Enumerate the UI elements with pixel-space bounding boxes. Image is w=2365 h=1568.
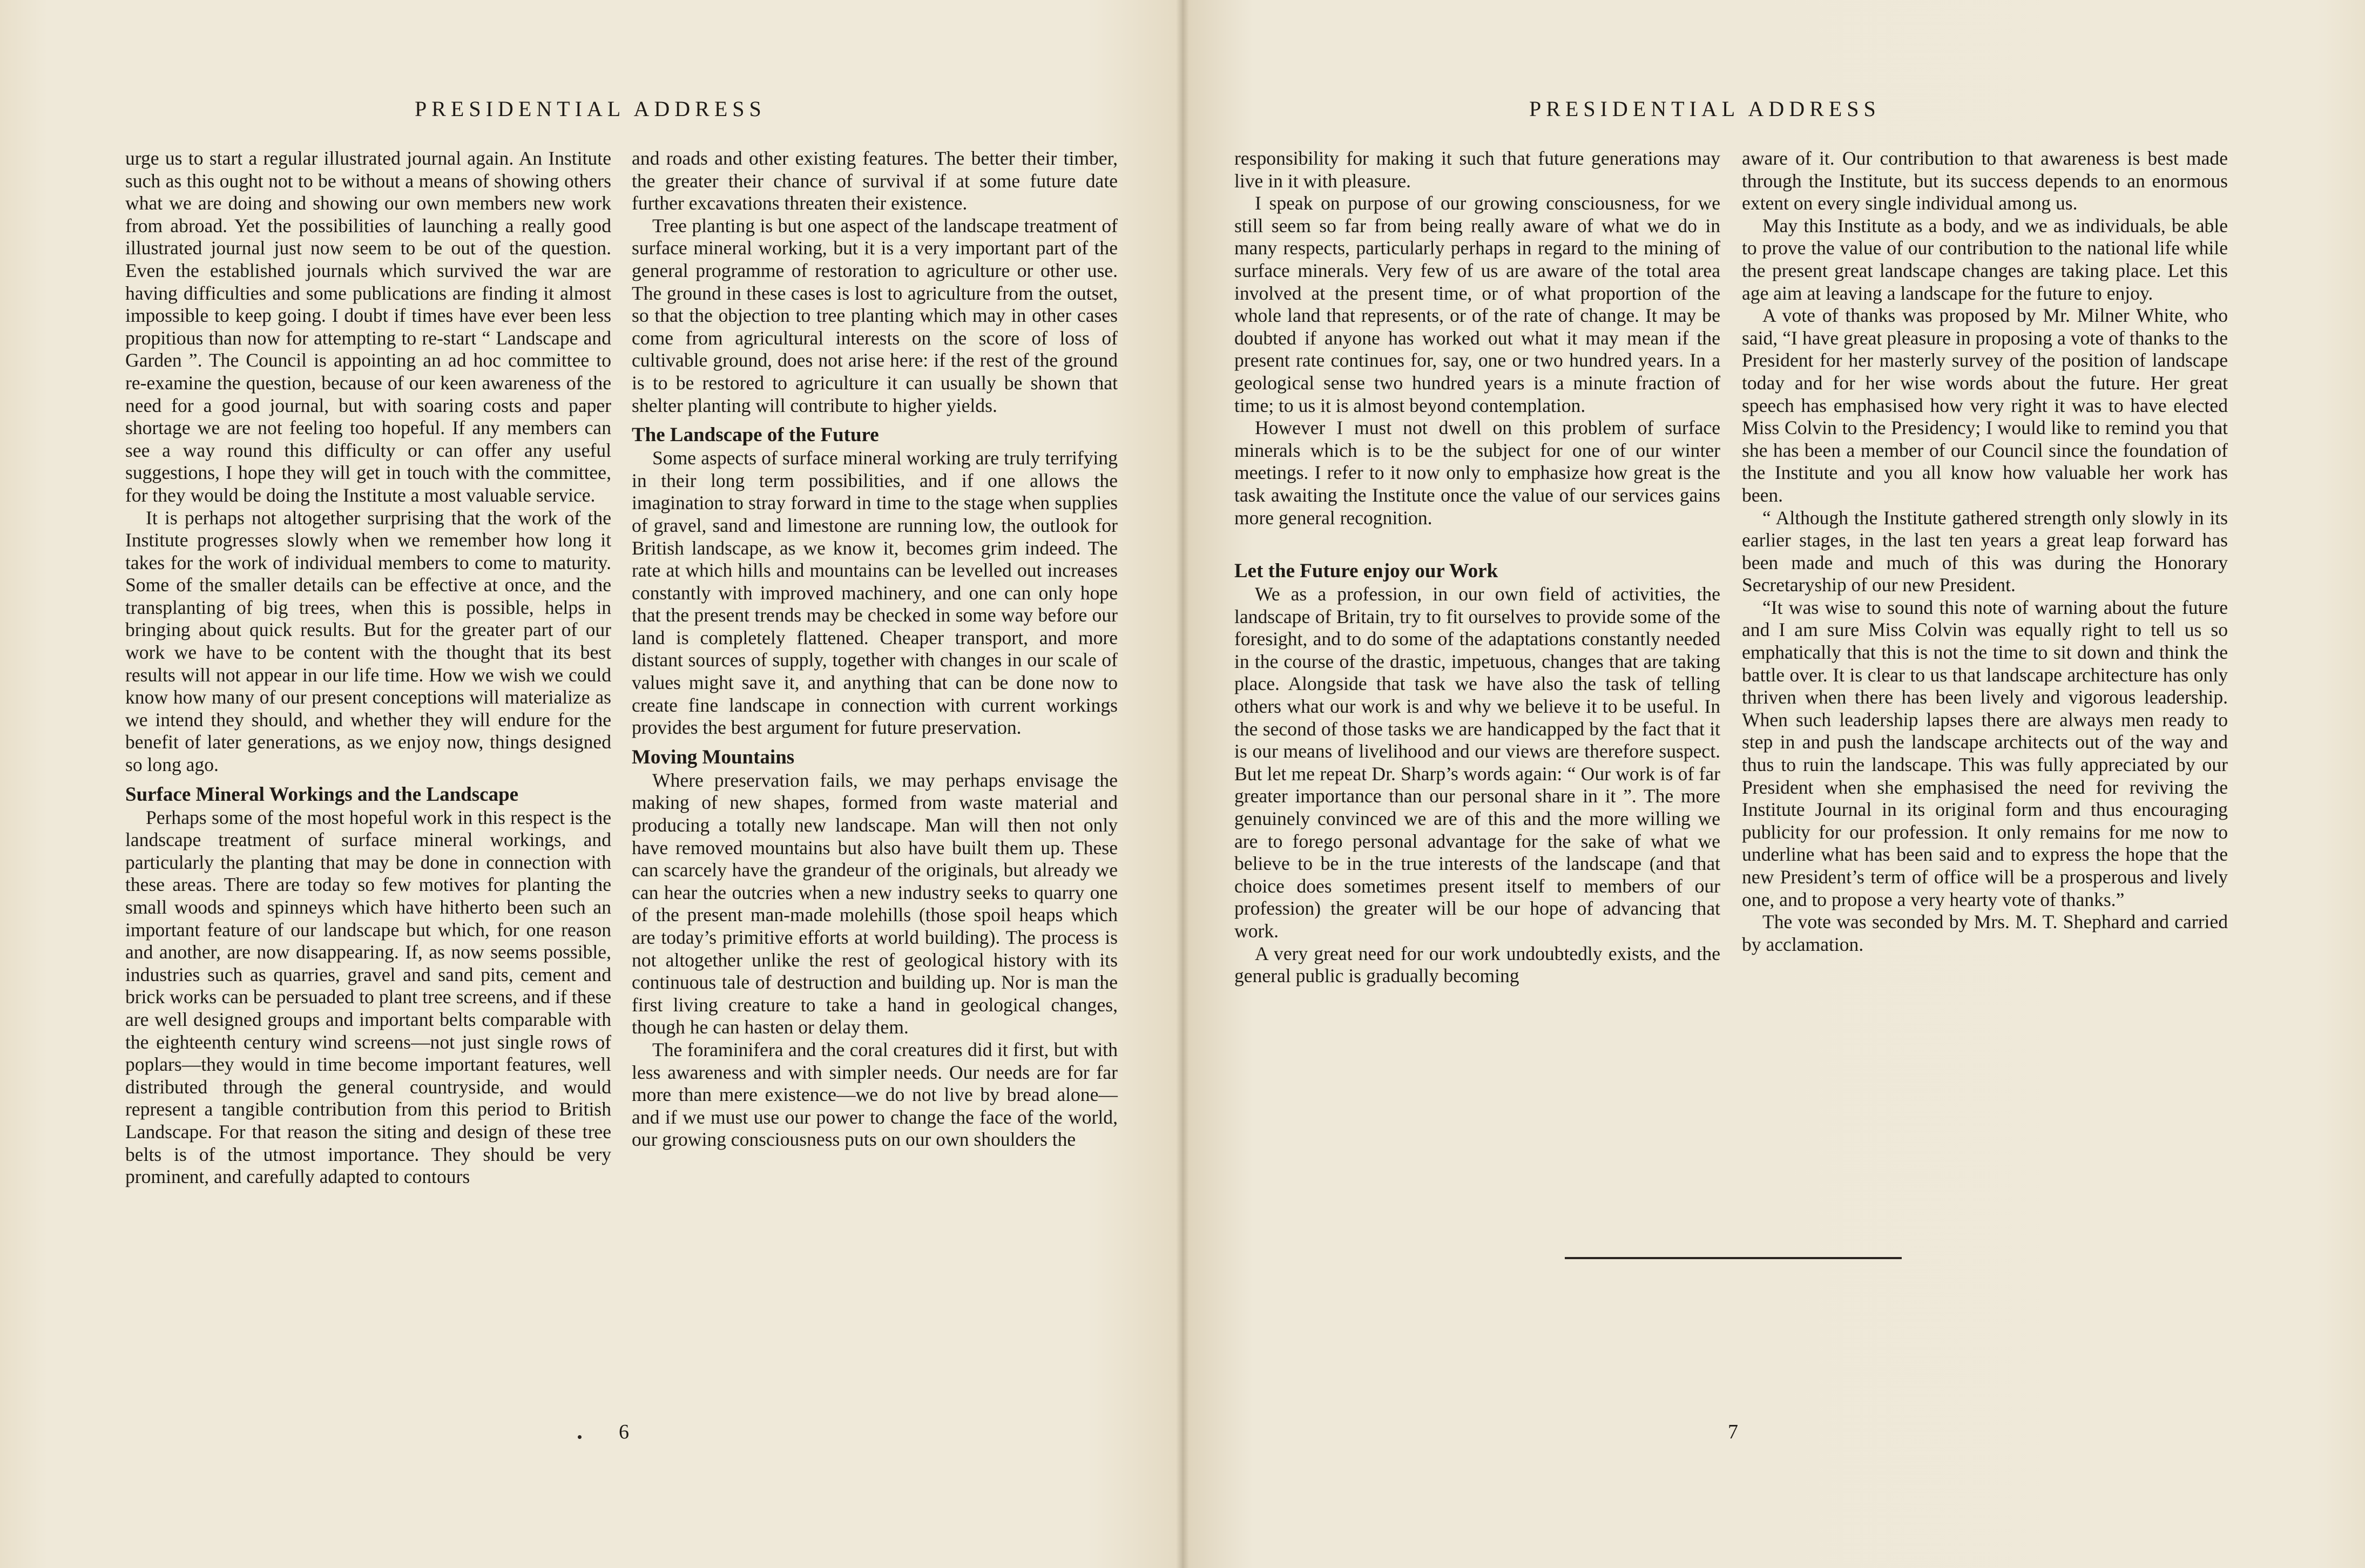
- page-number-dot: [578, 1435, 582, 1439]
- paragraph: Tree planting is but one aspect of the landscape treatment of surface mineral working, but it is a very important part of the general programme of restoration to agriculture or other use. The ground in these cases is lost to agriculture from the outset, so that the objection to tree planting which may in other cases come from agricultural interests on the score of loss of cultivable ground, does not arise here: if the rest of the ground is to be restored to agriculture it can usually be shown that shelter planting will contribute to higher yields.: [632, 214, 1118, 416]
- paragraph: A very great need for our work undoubtedly exists, and the general public is gradually becoming: [1234, 942, 1720, 987]
- book-gutter: [1176, 0, 1189, 1568]
- paragraph: urge us to start a regular illustrated journal again. An Institute such as this ought not to be without a means of showing others what we are doing and showing our own members new work from abroad. Yet the possibilities of launching a really good illustrated journal just now seem to be out of the question. Even the established journals which survived the war are having difficulties and some publications are finding it almost impossible to keep going. I doubt if times have ever been less propitious than now for attempting to re-start “ Landscape and Garden ”. The Council is appointing an ad hoc committee to re-examine the question, because of our keen awareness of the need for a good journal, but with soaring costs and paper shortage we are not feeling too hopeful. If any members can see a way round this difficulty or can offer any useful suggestions, I hope they will get in touch with the committee, for they would be doing the Institute a most valuable service.: [125, 147, 611, 506]
- paragraph: The vote was seconded by Mrs. M. T. Shephard and carried by acclamation.: [1742, 911, 2228, 955]
- section-heading: The Landscape of the Future: [632, 424, 879, 447]
- spacer: [1234, 529, 1720, 553]
- section-heading: Let the Future enjoy our Work: [1234, 560, 1498, 583]
- paragraph: Where preservation fails, we may perhaps envisage the making of new shapes, formed from waste material and producing a totally new landscape. Man will then not only have removed mountains but also have built them up. These can scarcely have the grandeur of the originals, but already we can hear the outcries when a new industry seeks to quarry one of the present man-made molehills (those spoil heaps which are today’s primitive efforts at world building). The process is not altogether unlike the rest of geological history with its continuous tale of destruction and building up. Nor is man the first living creature to take a hand in geological changes, though he can hasten or delay them.: [632, 769, 1118, 1038]
- paragraph: We as a profession, in our own field of activities, the landscape of Britain, try to fit ourselves to provide some of the foresight, and to do some of the adaptations constantly needed in the course of the drastic, impetuous, changes that are taking place. Alongside that task we have also the task of telling others what our work is and why we believe it to be useful. In the second of those tasks we are handicapped by the fact that it is our means of livelihood and our views are therefore suspect. But let me repeat Dr. Sharp’s words again: “ Our work is of far greater importance than our personal share in it ”. The more genuinely convinced we are of this and the more willing we are to forego personal advantage for the sake of what we believe to be in the true interests of the landscape (and that choice does sometimes present itself to members of our profession) the greater will be our hope of advancing that work.: [1234, 583, 1720, 942]
- right-column-1: [1234, 147, 1720, 988]
- paragraph: Some aspects of surface mineral working are truly terrifying in their long term possibilities, and if one allows the imagination to stray forward in time to the stage when supplies of gravel, sand and limestone are running low, the outlook for British landscape, as we know it, becomes grim indeed. The rate at which hills and mountains can be levelled out increases constantly with improved machinery, and one can only hope that the present trends may be checked in some way before our land is completely flattened. Cheaper transport, and more distant sources of supply, together with changes in our scale of values might save it, and anything that can be done now to create fine landscape in connection with current workings provides the best argument for future preservation.: [632, 447, 1118, 739]
- paragraph: responsibility for making it such that future generations may live in it with pleasure.: [1234, 147, 1720, 192]
- right-column-2: [1742, 147, 2228, 956]
- paragraph: Perhaps some of the most hopeful work in this respect is the landscape treatment of surface mineral workings, and particularly the planting that may be done in connection with these areas. There are today so few motives for planting the small woods and spinneys which have hitherto been such an important feature of our landscape but which, for one reason and another, are now disappearing. If, as now seems possible, industries such as quarries, gravel and sand pits, cement and brick works can be persuaded to plant tree screens, and if these are well designed groups and important belts comparable with the eighteenth century wind screens—not just single rows of poplars—they would in time become important features, well distributed through the general countryside, and would represent a tangible contribution from this period to British Landscape. For that reason the siting and design of these tree belts is of the utmost importance. They should be very prominent, and carefully adapted to contours: [125, 806, 611, 1188]
- paragraph: A vote of thanks was proposed by Mr. Milner White, who said, “I have great pleasure in proposing a vote of thanks to the President for her masterly survey of the position of landscape today and for her wise words about the future. Her great speech has emphasised how very right it was to have elected Miss Colvin to the Presidency; I would like to remind you that she has been a member of our Council since the foundation of the Institute and you all know how valuable her work has been.: [1742, 305, 2228, 506]
- page-number: 6: [619, 1421, 629, 1443]
- paragraph: It is perhaps not altogether surprising that the work of the Institute progresses slowly when we remember how long it takes for the work of individual members to come to maturity. Some of the smaller details can be effective at once, and the transplanting of big trees, when this is possible, helps in bringing about quick results. But for the greater part of our work we have to be content with the thought that its best results will not appear in our life time. How we wish we could know how many of our present conceptions will materialize as we intend they should, and whether they will endure for the benefit of later generations, as we enjoy now, things designed so long ago.: [125, 506, 611, 776]
- paragraph: aware of it. Our contribution to that awareness is best made through the Institute, but its success depends to an enormous extent on every single individual among us.: [1742, 147, 2228, 214]
- left-column-2: [632, 147, 1118, 1151]
- end-rule: [1565, 1257, 1902, 1259]
- left-column-1: [125, 147, 611, 1188]
- page-number: 7: [1728, 1421, 1738, 1443]
- left-page: [0, 0, 1182, 1568]
- paragraph: “It was wise to sound this note of warning about the future and I am sure Miss Colvin was equally right to tell us so emphatically that this is not the time to sit down and think the battle over. It is clear to us that landscape architecture has only thriven when there has been lively and vigorous leadership. When such leadership lapses there are always men ready to step in and push the landscape architects out of the way and thus to ruin the landscape. This was fully appreciated by our President when she emphasised the need for reviving the Institute Journal in its original form and thus encouraging publicity for our profession. It only remains for me now to underline what has been said and to express the hope that the new President’s term of office will be a prosperous and lively one, and to propose a very hearty vote of thanks.”: [1742, 596, 2228, 910]
- paragraph: I speak on purpose of our growing consciousness, for we still seem so far from being really aware of what we do in many respects, particularly perhaps in regard to the mining of surface minerals. Very few of us are aware of the total area involved at the present time, or of what proportion of the whole land that represents, or of the rate of change. It may be doubted if anyone has worked out what it may mean if the present rate continues for, say, one or two hundred years. In a geological sense two hundred years is a minute fraction of time; to us it is almost beyond contemplation.: [1234, 192, 1720, 416]
- right-page: [1182, 0, 2365, 1568]
- running-head: PRESIDENTIAL ADDRESS: [1529, 97, 1881, 121]
- paragraph: May this Institute as a body, and we as individuals, be able to prove the value of our contribution to the national life while the present great landscape changes are taking place. Let this age aim at leaving a landscape for the future to enjoy.: [1742, 214, 2228, 304]
- paragraph: and roads and other existing features. The better their timber, the greater their chance of survival if at some future date further excavations threaten their existence.: [632, 147, 1118, 214]
- paragraph: However I must not dwell on this problem of surface minerals which is to be the subject for one of our winter meetings. I refer to it now only to emphasize how great is the task awaiting the Institute once the value of our services gains more general recognition.: [1234, 417, 1720, 529]
- running-head: PRESIDENTIAL ADDRESS: [415, 97, 766, 121]
- paragraph: The foraminifera and the coral creatures did it first, but with less awareness and with simpler needs. Our needs are for far more than mere existence—we do not live by bread alone—and if we must use our power to change the face of the world, our growing consciousness puts on our own shoulders the: [632, 1038, 1118, 1151]
- paragraph: “ Although the Institute gathered strength only slowly in its earlier stages, in the last ten years a great leap forward has been made and much of this was during the Honorary Secretaryship of our new President.: [1742, 506, 2228, 596]
- section-heading: Surface Mineral Workings and the Landscape: [125, 783, 519, 806]
- section-heading: Moving Mountains: [632, 746, 795, 768]
